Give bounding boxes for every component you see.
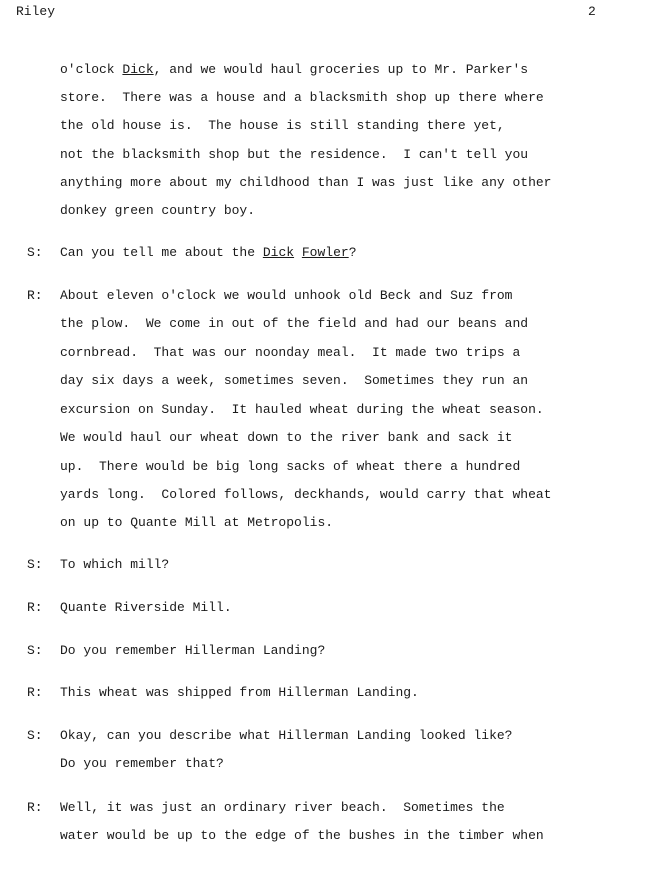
text-line: water would be up to the edge of the bushes in the timber when (60, 828, 544, 843)
text-line: the plow. We come in out of the field and had our beans and (60, 316, 529, 331)
text-line: donkey green country boy. (60, 203, 256, 218)
speaker-label: R: (27, 600, 43, 615)
text-line: o'clock Dick, and we would haul groceries up to Mr. Parker's (60, 62, 529, 77)
text-line: Do you remember that? (60, 756, 224, 771)
text-line: the old house is. The house is still standing there yet, (60, 118, 505, 133)
text-line: anything more about my childhood than I was just like any other (60, 175, 552, 190)
text-line: excursion on Sunday. It hauled wheat during the wheat season. (60, 402, 544, 417)
text-line: We would haul our wheat down to the river bank and sack it (60, 430, 513, 445)
interviewee-name: Riley (16, 4, 56, 19)
text-line: This wheat was shipped from Hillerman Landing. (60, 685, 419, 700)
text-line: Quante Riverside Mill. (60, 600, 232, 615)
speaker-label: S: (27, 643, 43, 658)
text-line: store. There was a house and a blacksmith shop up there where (60, 90, 544, 105)
speaker-label: R: (27, 800, 43, 815)
speaker-label: R: (27, 288, 43, 303)
page-number: 2 (588, 4, 596, 19)
speaker-label: S: (27, 245, 43, 260)
speaker-label: S: (27, 728, 43, 743)
text-line: day six days a week, sometimes seven. Sometimes they run an (60, 373, 529, 388)
text-line: To which mill? (60, 557, 170, 572)
text-line: up. There would be big long sacks of wheat there a hundred (60, 459, 521, 474)
text-line: Okay, can you describe what Hillerman Landing looked like? (60, 728, 513, 743)
speaker-label: R: (27, 685, 43, 700)
text-line: About eleven o'clock we would unhook old Beck and Suz from (60, 288, 513, 303)
underlined-word: Fowler (301, 245, 349, 260)
text-line: Well, it was just an ordinary river beach. Sometimes the (60, 800, 505, 815)
text-line: on up to Quante Mill at Metropolis. (60, 515, 334, 530)
underlined-word: Dick (262, 245, 295, 260)
speaker-label: S: (27, 557, 43, 572)
text-line: not the blacksmith shop but the residence. I can't tell you (60, 147, 529, 162)
text-line: cornbread. That was our noonday meal. It made two trips a (60, 345, 521, 360)
text-line: yards long. Colored follows, deckhands, would carry that wheat (60, 487, 552, 502)
text-line: Do you remember Hillerman Landing? (60, 643, 326, 658)
underlined-word: Dick (122, 62, 154, 77)
text-line: Can you tell me about the Dick Fowler? (60, 245, 357, 260)
